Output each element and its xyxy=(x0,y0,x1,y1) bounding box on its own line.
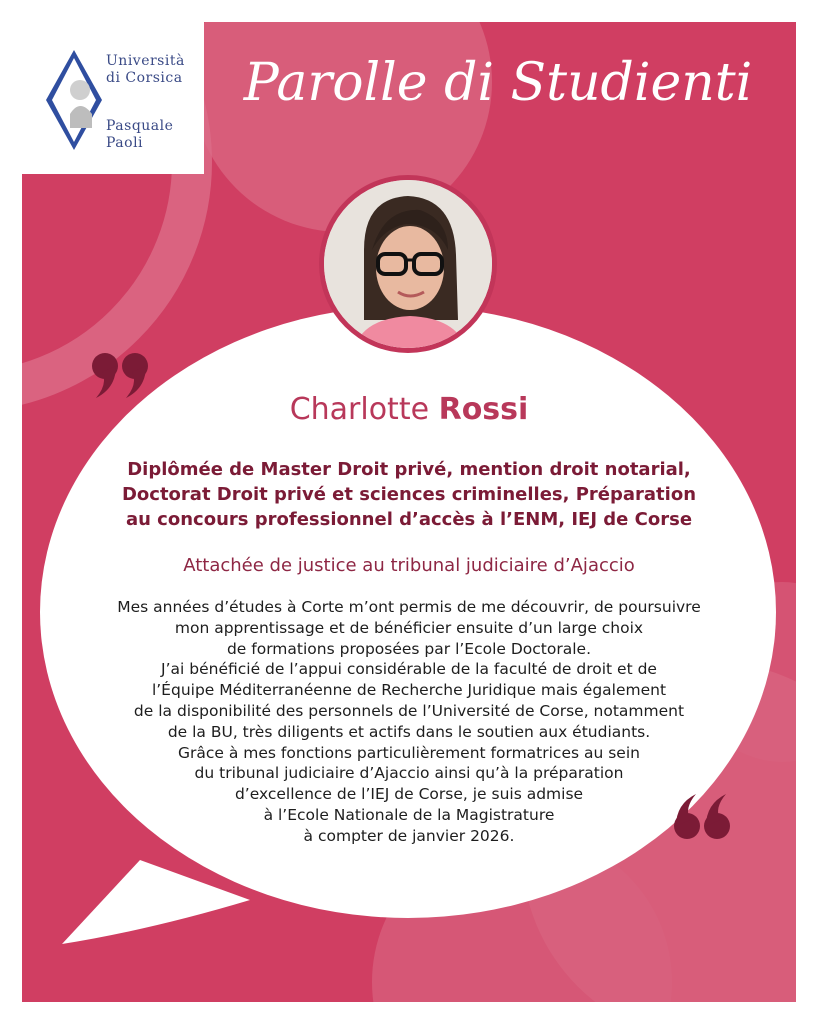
testimonial-line: de la BU, très diligents et actifs dans le soutien aux étudiants. xyxy=(167,722,651,741)
university-logo[interactable] xyxy=(22,22,204,174)
degree-line: au concours professionnel d’accès à l’ENM, IEJ de Corse xyxy=(125,509,693,530)
testimonial-line: mon apprentissage et de bénéficier ensuite d’un large choix xyxy=(174,618,644,637)
testimonial-line: à compter de janvier 2026. xyxy=(303,826,515,845)
first-name: Charlotte xyxy=(289,392,430,427)
testimonial-line: l’Équipe Méditerranéenne de Recherche Juridique mais également xyxy=(151,681,667,700)
logo-text-line1: Università xyxy=(106,53,185,69)
job-position: Attachée de justice au tribunal judiciaire d’Ajaccio xyxy=(183,555,635,576)
poster-title: Parolle di Studienti xyxy=(243,53,753,113)
testimonial-line: Mes années d’études à Corte m’ont permis de me découvrir, de poursuivre xyxy=(117,598,701,616)
portrait-image xyxy=(324,180,492,348)
degree-line: Doctorat Droit privé et sciences criminelles, Préparation xyxy=(121,484,697,505)
testimonial-text xyxy=(50,597,768,847)
degree-description xyxy=(70,457,748,532)
student-name xyxy=(0,390,818,430)
testimonial-line: de la disponibilité des personnels de l’Université de Corse, notamment xyxy=(133,701,685,720)
logo-emblem-icon xyxy=(44,48,104,152)
logo-text-line4: Paoli xyxy=(106,135,144,151)
testimonial-line: Grâce à mes fonctions particulièrement formatrices au sein xyxy=(178,743,640,762)
testimonial-line: de formations proposées par l’Ecole Doctorale. xyxy=(226,639,592,658)
testimonial-line: à l’Ecole Nationale de la Magistrature xyxy=(263,805,555,824)
logo-text-line2: di Corsica xyxy=(106,70,183,86)
last-name: Rossi xyxy=(438,392,529,427)
logo-text-line3: Pasquale xyxy=(106,118,174,134)
profile-photo xyxy=(319,175,497,353)
testimonial-line: du tribunal judiciaire d’Ajaccio ainsi qu’à la préparation xyxy=(194,764,624,783)
testimonial-line: J’ai bénéficié de l’appui considérable de la faculté de droit et de xyxy=(161,660,657,679)
degree-line: Diplômée de Master Droit privé, mention droit notarial, xyxy=(127,459,691,480)
testimonial-line: d’excellence de l’IEJ de Corse, je suis admise xyxy=(234,785,584,804)
